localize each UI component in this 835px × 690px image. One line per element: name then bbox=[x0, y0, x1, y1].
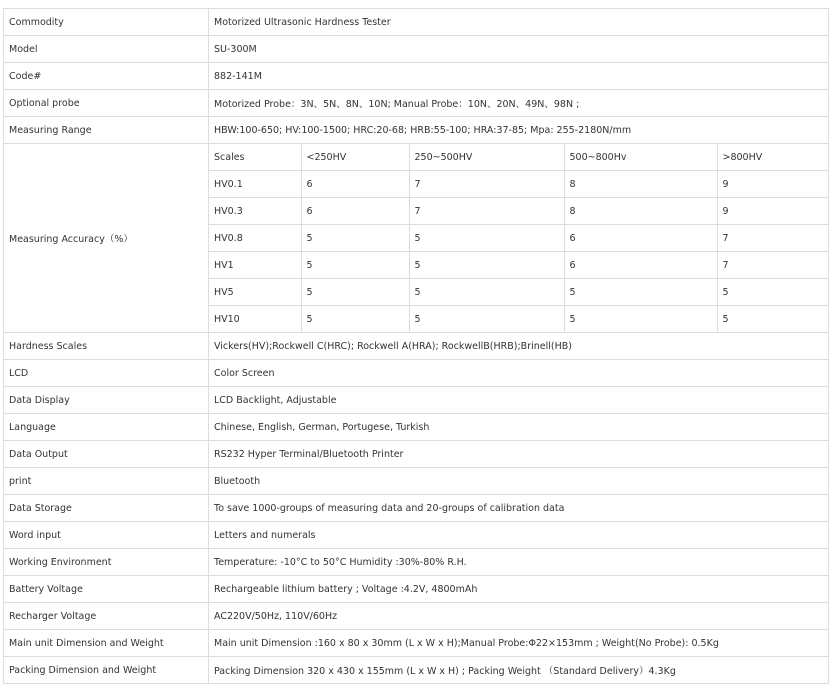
accuracy-scale-cell: HV0.3 bbox=[209, 198, 301, 225]
spec-row bbox=[4, 414, 829, 441]
spec-row bbox=[4, 387, 829, 414]
spec-value: Packing Dimension 320 x 430 x 155mm (L x W x H) ; Packing Weight （Standard Delivery）4.3Kg bbox=[209, 657, 829, 684]
accuracy-data-row bbox=[209, 252, 828, 279]
spec-label: Word input bbox=[4, 522, 209, 549]
accuracy-value-cell: 9 bbox=[717, 198, 828, 225]
spec-value: 882-141M bbox=[209, 63, 829, 90]
spec-value: Letters and numerals bbox=[209, 522, 829, 549]
accuracy-data-row bbox=[209, 198, 828, 225]
spec-label: Data Display bbox=[4, 387, 209, 414]
spec-label: Packing Dimension and Weight bbox=[4, 657, 209, 684]
spec-row bbox=[4, 495, 829, 522]
spec-row bbox=[4, 63, 829, 90]
accuracy-data-row bbox=[209, 306, 828, 333]
accuracy-header-cell: Scales bbox=[209, 144, 301, 171]
spec-row bbox=[4, 333, 829, 360]
spec-label: Language bbox=[4, 414, 209, 441]
accuracy-scale-cell: HV0.8 bbox=[209, 225, 301, 252]
spec-value: Rechargeable lithium battery ; Voltage :4.2V, 4800mAh bbox=[209, 576, 829, 603]
spec-label: Data Storage bbox=[4, 495, 209, 522]
accuracy-value-cell: 5 bbox=[409, 252, 564, 279]
spec-value: Bluetooth bbox=[209, 468, 829, 495]
spec-label: Battery Voltage bbox=[4, 576, 209, 603]
accuracy-table bbox=[209, 144, 828, 332]
spec-row bbox=[4, 117, 829, 144]
spec-row bbox=[4, 657, 829, 684]
spec-label: Main unit Dimension and Weight bbox=[4, 630, 209, 657]
accuracy-value-cell: 5 bbox=[717, 279, 828, 306]
accuracy-value-cell: 6 bbox=[301, 198, 409, 225]
spec-row bbox=[4, 36, 829, 63]
accuracy-header-cell: <250HV bbox=[301, 144, 409, 171]
accuracy-scale-cell: HV1 bbox=[209, 252, 301, 279]
spec-label: Data Output bbox=[4, 441, 209, 468]
accuracy-value-cell: 5 bbox=[409, 225, 564, 252]
spec-row bbox=[4, 468, 829, 495]
spec-label: Code# bbox=[4, 63, 209, 90]
spec-row bbox=[4, 576, 829, 603]
accuracy-value-cell: 5 bbox=[301, 252, 409, 279]
accuracy-header-cell: >800HV bbox=[717, 144, 828, 171]
accuracy-value-cell: 9 bbox=[717, 171, 828, 198]
accuracy-row bbox=[4, 144, 829, 333]
spec-value: HBW:100-650; HV:100-1500; HRC:20-68; HRB:55-100; HRA:37-85; Mpa: 255-2180N/mm bbox=[209, 117, 829, 144]
accuracy-value-cell: 6 bbox=[564, 252, 717, 279]
spec-value: Vickers(HV);Rockwell C(HRC); Rockwell A(HRA); RockwellB(HRB);Brinell(HB) bbox=[209, 333, 829, 360]
spec-row bbox=[4, 522, 829, 549]
spec-value: RS232 Hyper Terminal/Bluetooth Printer bbox=[209, 441, 829, 468]
accuracy-data-row bbox=[209, 171, 828, 198]
spec-label: Hardness Scales bbox=[4, 333, 209, 360]
accuracy-value-cell: 5 bbox=[409, 279, 564, 306]
spec-row bbox=[4, 630, 829, 657]
accuracy-cell bbox=[209, 144, 829, 333]
spec-row bbox=[4, 441, 829, 468]
accuracy-value-cell: 5 bbox=[717, 306, 828, 333]
spec-value: Color Screen bbox=[209, 360, 829, 387]
spec-label: Model bbox=[4, 36, 209, 63]
spec-value: Motorized Probe：3N、5N、8N、10N; Manual Probe：10N、20N、49N、98N ; bbox=[209, 90, 829, 117]
spec-row bbox=[4, 603, 829, 630]
spec-value: Motorized Ultrasonic Hardness Tester bbox=[209, 9, 829, 36]
spec-value: Main unit Dimension :160 x 80 x 30mm (L x W x H);Manual Probe:Φ22×153mm ; Weight(No Probe): 0.5Kg bbox=[209, 630, 829, 657]
accuracy-value-cell: 7 bbox=[717, 252, 828, 279]
accuracy-data-row bbox=[209, 279, 828, 306]
spec-label: Working Environment bbox=[4, 549, 209, 576]
spec-label: Recharger Voltage bbox=[4, 603, 209, 630]
accuracy-value-cell: 6 bbox=[301, 171, 409, 198]
spec-value: SU-300M bbox=[209, 36, 829, 63]
accuracy-scale-cell: HV5 bbox=[209, 279, 301, 306]
accuracy-value-cell: 8 bbox=[564, 198, 717, 225]
spec-row bbox=[4, 90, 829, 117]
spec-label: Commodity bbox=[4, 9, 209, 36]
spec-label: LCD bbox=[4, 360, 209, 387]
accuracy-value-cell: 5 bbox=[409, 306, 564, 333]
accuracy-value-cell: 7 bbox=[717, 225, 828, 252]
spec-label: Measuring Range bbox=[4, 117, 209, 144]
spec-row bbox=[4, 360, 829, 387]
spec-table bbox=[3, 8, 829, 684]
spec-value: Temperature: -10°C to 50°C Humidity :30%-80% R.H. bbox=[209, 549, 829, 576]
accuracy-data-row bbox=[209, 225, 828, 252]
accuracy-value-cell: 5 bbox=[301, 279, 409, 306]
accuracy-value-cell: 8 bbox=[564, 171, 717, 198]
accuracy-value-cell: 7 bbox=[409, 198, 564, 225]
accuracy-scale-cell: HV10 bbox=[214, 313, 240, 325]
spec-value: AC220V/50Hz, 110V/60Hz bbox=[209, 603, 829, 630]
accuracy-header-cell: 500~800Hv bbox=[564, 144, 717, 171]
accuracy-value-cell: 5 bbox=[301, 306, 409, 333]
accuracy-scale-cell: HV0.1 bbox=[209, 171, 301, 198]
spec-row bbox=[4, 9, 829, 36]
accuracy-value-cell: 6 bbox=[564, 225, 717, 252]
spec-value: To save 1000-groups of measuring data and 20-groups of calibration data bbox=[209, 495, 829, 522]
accuracy-value-cell: 5 bbox=[301, 225, 409, 252]
spec-label: print bbox=[4, 468, 209, 495]
spec-value: Chinese, English, German, Portugese, Turkish bbox=[209, 414, 829, 441]
spec-row bbox=[4, 549, 829, 576]
accuracy-value-cell: 5 bbox=[564, 306, 717, 333]
accuracy-header-cell: 250~500HV bbox=[409, 144, 564, 171]
spec-label: Optional probe bbox=[4, 90, 209, 117]
accuracy-value-cell: 7 bbox=[409, 171, 564, 198]
accuracy-label: Measuring Accuracy（%） bbox=[4, 144, 209, 333]
accuracy-header-row bbox=[209, 144, 828, 171]
accuracy-value-cell: 5 bbox=[564, 279, 717, 306]
spec-value: LCD Backlight, Adjustable bbox=[209, 387, 829, 414]
